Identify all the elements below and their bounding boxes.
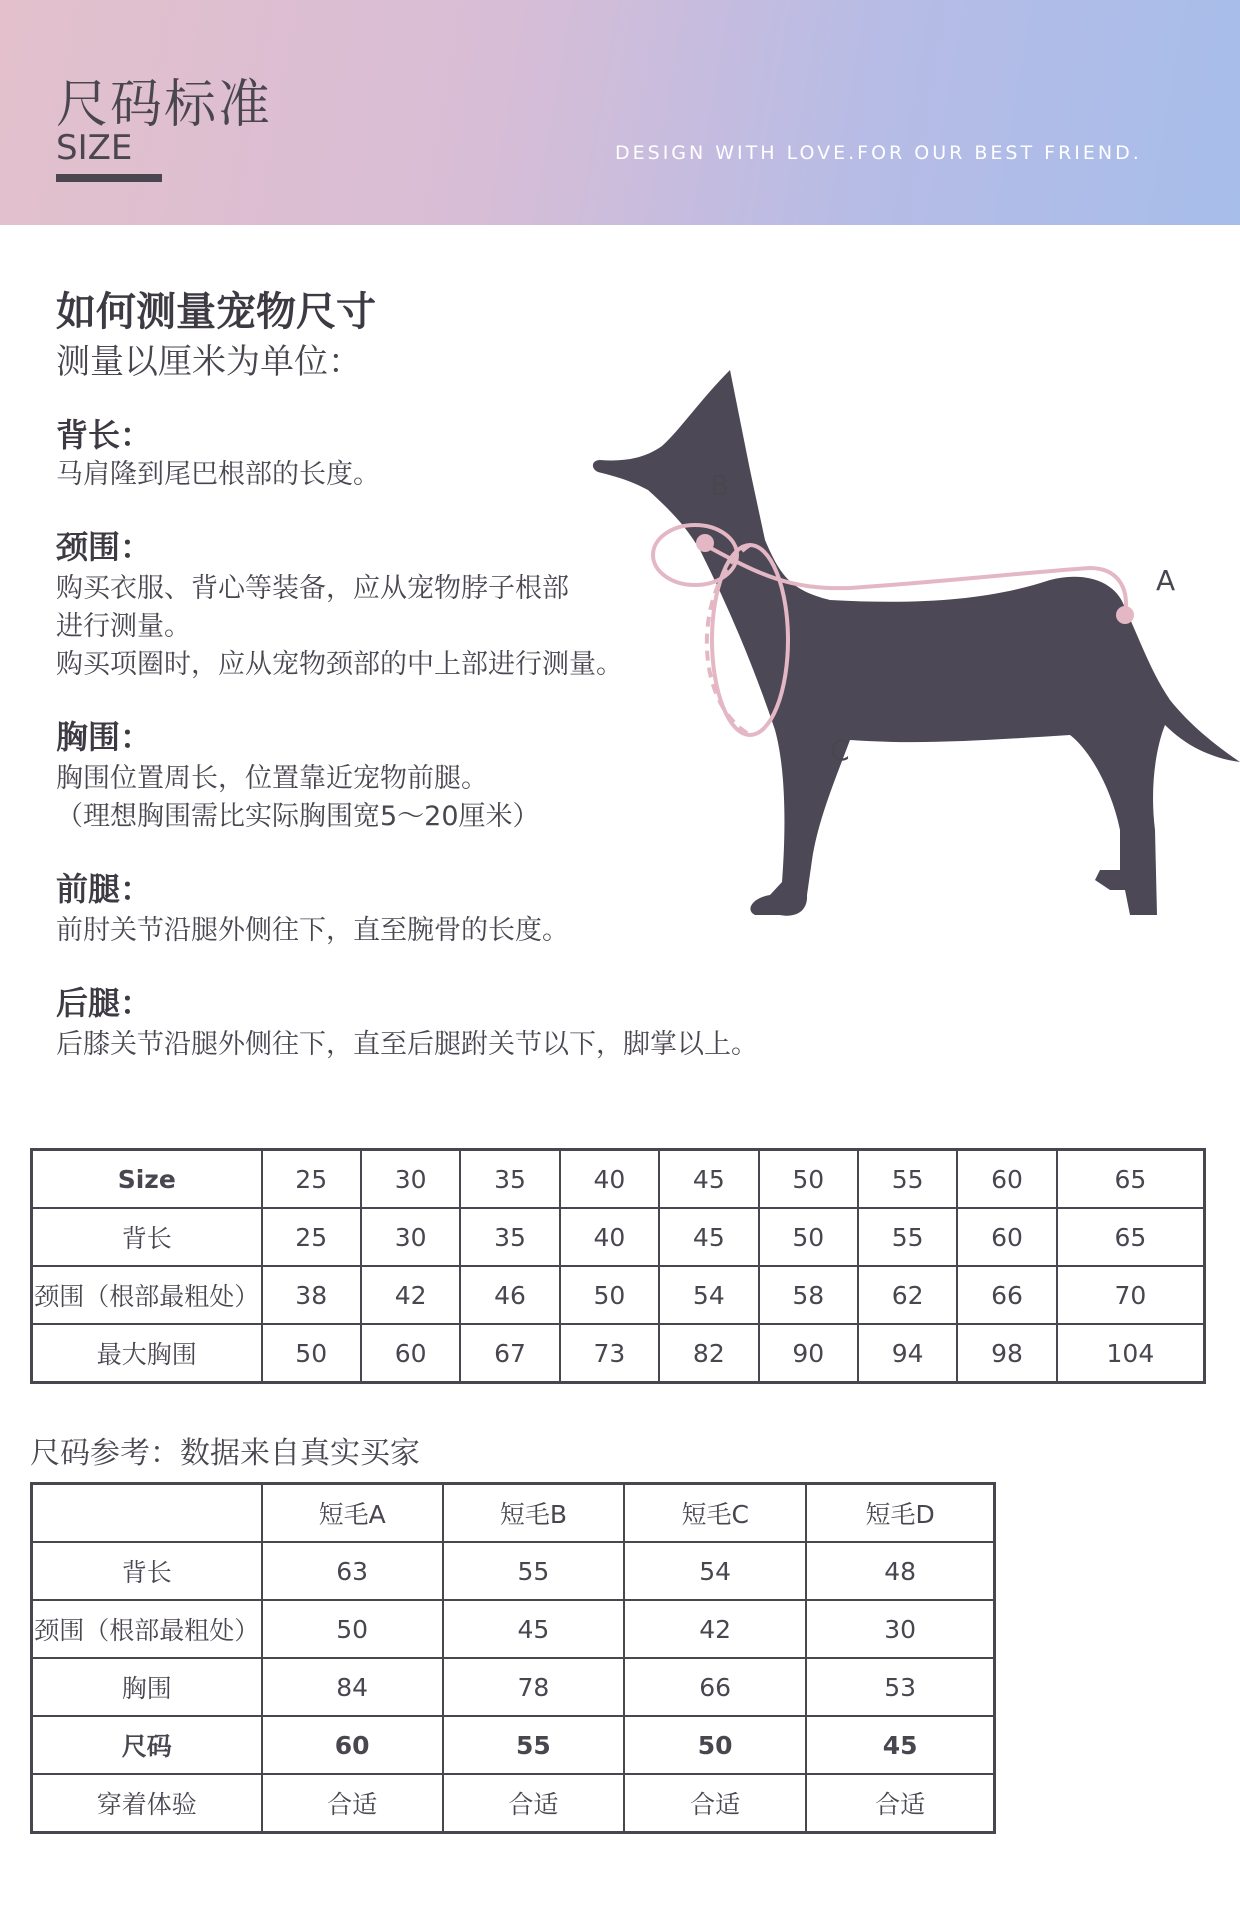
section-chest-line: （理想胸围需比实际胸围宽5～20厘米） xyxy=(56,801,540,832)
section-hindleg-line: 后膝关节沿腿外侧往下，直至后腿跗关节以下，脚掌以上。 xyxy=(56,1029,758,1060)
section-hindleg-title: 后腿： xyxy=(56,984,153,1022)
table-cell: 35 xyxy=(460,1208,559,1266)
table-row xyxy=(32,1266,1205,1324)
table-cell: 50 xyxy=(262,1600,443,1658)
table-row xyxy=(32,1208,1205,1266)
section-chest-title: 胸围： xyxy=(56,718,153,756)
back-point-dot xyxy=(1116,606,1134,624)
table-cell: 84 xyxy=(262,1658,443,1716)
table-cell: 45 xyxy=(806,1716,994,1774)
table-row xyxy=(32,1774,995,1833)
label-c: C xyxy=(830,734,850,767)
table-cell: 65 xyxy=(1057,1208,1205,1266)
label-b: B xyxy=(710,469,730,502)
table-cell: 70 xyxy=(1057,1266,1205,1324)
section-neck-line: 购买衣服、背心等装备，应从宠物脖子根部 xyxy=(56,573,569,604)
header-banner xyxy=(0,0,1240,225)
reference-table xyxy=(30,1482,996,1834)
table-cell: 53 xyxy=(806,1658,994,1716)
table-cell: 54 xyxy=(659,1266,758,1324)
table-cell: 30 xyxy=(361,1150,460,1209)
table-cell: 短毛A xyxy=(262,1484,443,1543)
table-cell: 45 xyxy=(659,1208,758,1266)
table-cell: 40 xyxy=(560,1208,659,1266)
table-cell: 65 xyxy=(1057,1150,1205,1209)
section-foreleg-title: 前腿： xyxy=(56,870,153,908)
section-neck-title: 颈围： xyxy=(56,528,153,566)
section-back-title: 背长： xyxy=(56,416,153,454)
table-cell: 50 xyxy=(759,1150,858,1209)
table-cell: 66 xyxy=(624,1658,806,1716)
table-cell: 42 xyxy=(361,1266,460,1324)
table-cell: 背长 xyxy=(32,1542,262,1600)
table-cell: 38 xyxy=(262,1266,361,1324)
table-cell: 25 xyxy=(262,1150,361,1209)
table-cell: 颈围（根部最粗处） xyxy=(32,1600,262,1658)
table-cell: 合适 xyxy=(806,1774,994,1833)
section-back-line: 马肩隆到尾巴根部的长度。 xyxy=(56,459,380,490)
table-cell: 短毛D xyxy=(806,1484,994,1543)
section-foreleg-line: 前肘关节沿腿外侧往下，直至腕骨的长度。 xyxy=(56,915,569,946)
table-cell: 90 xyxy=(759,1324,858,1383)
table-cell: 合适 xyxy=(624,1774,806,1833)
table-cell: 42 xyxy=(624,1600,806,1658)
table-cell: 104 xyxy=(1057,1324,1205,1383)
label-a: A xyxy=(1156,564,1176,597)
table-cell: 60 xyxy=(361,1324,460,1383)
table-row xyxy=(32,1484,995,1543)
table-cell: 66 xyxy=(957,1266,1056,1324)
table-cell: 短毛B xyxy=(443,1484,624,1543)
table-cell: 背长 xyxy=(32,1208,262,1266)
size-table xyxy=(30,1148,1206,1384)
table-cell: 50 xyxy=(262,1324,361,1383)
table-cell: 55 xyxy=(858,1208,957,1266)
table-cell: 60 xyxy=(262,1716,443,1774)
table-cell: 短毛C xyxy=(624,1484,806,1543)
table-row xyxy=(32,1324,1205,1383)
reference-caption: 尺码参考：数据来自真实买家 xyxy=(30,1436,420,1471)
table-cell: 尺码 xyxy=(32,1716,262,1774)
table-cell: 45 xyxy=(659,1150,758,1209)
table-cell: 30 xyxy=(361,1208,460,1266)
table-cell xyxy=(32,1484,262,1543)
table-cell: 48 xyxy=(806,1542,994,1600)
table-cell: 50 xyxy=(624,1716,806,1774)
table-cell: 73 xyxy=(560,1324,659,1383)
table-cell: 94 xyxy=(858,1324,957,1383)
table-cell: 颈围（根部最粗处） xyxy=(32,1266,262,1324)
dog-measurement-diagram xyxy=(590,350,1240,940)
table-cell: 45 xyxy=(443,1600,624,1658)
table-cell: 合适 xyxy=(443,1774,624,1833)
dog-silhouette xyxy=(593,370,1240,916)
table-cell: 55 xyxy=(443,1716,624,1774)
banner-title: 尺码标准 xyxy=(56,75,273,135)
table-cell: 82 xyxy=(659,1324,758,1383)
banner-underline xyxy=(56,174,162,182)
table-cell: 35 xyxy=(460,1150,559,1209)
section-neck-line: 购买项圈时，应从宠物颈部的中上部进行测量。 xyxy=(56,649,623,680)
table-cell: 78 xyxy=(443,1658,624,1716)
table-cell: 60 xyxy=(957,1150,1056,1209)
measure-heading: 如何测量宠物尺寸 xyxy=(56,289,376,335)
table-cell: 最大胸围 xyxy=(32,1324,262,1383)
table-cell: 54 xyxy=(624,1542,806,1600)
table-cell: 合适 xyxy=(262,1774,443,1833)
table-cell: 50 xyxy=(560,1266,659,1324)
table-row xyxy=(32,1716,995,1774)
table-row xyxy=(32,1600,995,1658)
table-cell: 62 xyxy=(858,1266,957,1324)
measure-subheading: 测量以厘米为单位： xyxy=(56,342,362,382)
table-cell: 67 xyxy=(460,1324,559,1383)
banner-slogan: DESIGN WITH LOVE.FOR OUR BEST FRIEND. xyxy=(615,142,1142,164)
table-cell: 胸围 xyxy=(32,1658,262,1716)
table-cell: 40 xyxy=(560,1150,659,1209)
table-row xyxy=(32,1658,995,1716)
table-cell: 穿着体验 xyxy=(32,1774,262,1833)
table-cell: 58 xyxy=(759,1266,858,1324)
table-cell: 46 xyxy=(460,1266,559,1324)
table-cell: 63 xyxy=(262,1542,443,1600)
table-cell: 50 xyxy=(759,1208,858,1266)
table-cell: 55 xyxy=(858,1150,957,1209)
table-cell: Size xyxy=(32,1150,262,1209)
table-cell: 30 xyxy=(806,1600,994,1658)
table-cell: 25 xyxy=(262,1208,361,1266)
section-neck-line: 进行测量。 xyxy=(56,611,191,642)
table-row xyxy=(32,1150,1205,1209)
table-row xyxy=(32,1542,995,1600)
table-cell: 55 xyxy=(443,1542,624,1600)
banner-subtitle: SIZE xyxy=(56,128,133,168)
neck-point-dot xyxy=(696,534,714,552)
section-chest-line: 胸围位置周长，位置靠近宠物前腿。 xyxy=(56,763,488,794)
table-cell: 60 xyxy=(957,1208,1056,1266)
table-cell: 98 xyxy=(957,1324,1056,1383)
